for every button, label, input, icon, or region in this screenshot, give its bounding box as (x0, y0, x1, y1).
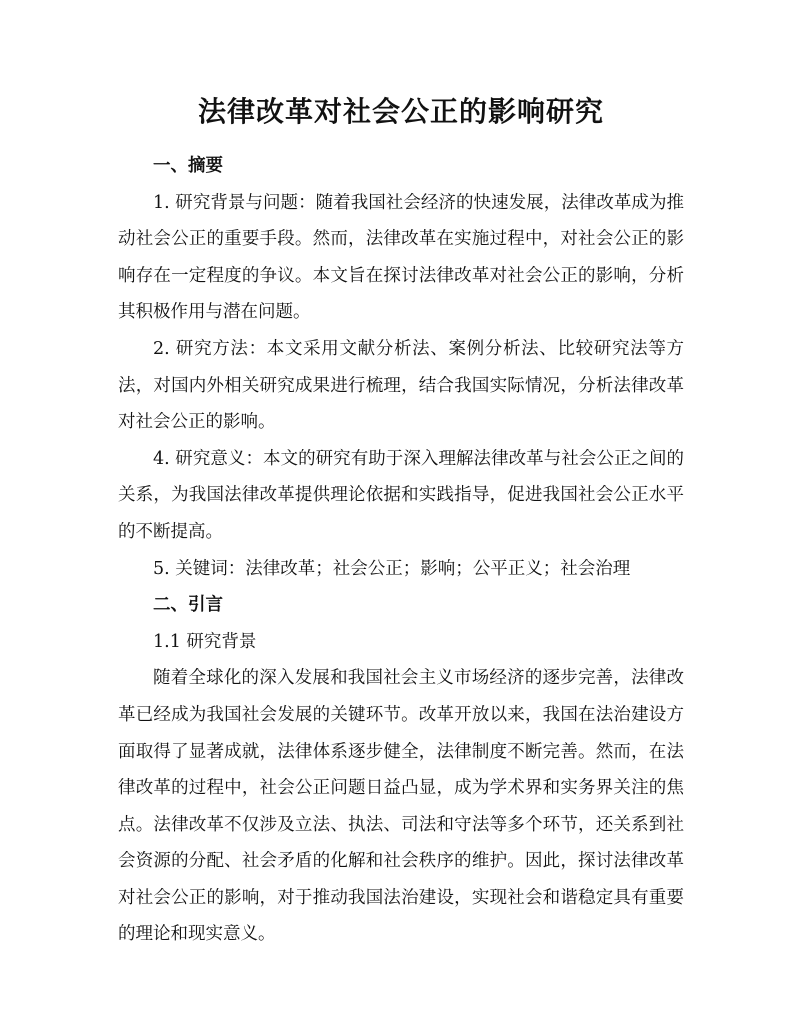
paragraph-research-background: 1. 研究背景与问题：随着我国社会经济的快速发展，法律改革成为推动社会公正的重要手段。然而，法律改革在实施过程中，对社会公正的影响存在一定程度的争议。本文旨在探讨法律改革对社会公正的影响，分析其积极作用与潜在问题。 (118, 192, 684, 323)
paragraph-keywords: 5. 关键词：法律改革；社会公正；影响；公平正义；社会治理 (153, 558, 631, 579)
subsection-heading-background: 1.1 研究背景 (153, 631, 257, 652)
section-heading-introduction: 二、引言 (153, 595, 223, 616)
paragraph-introduction-body: 随着全球化的深入发展和我国社会主义市场经济的逐步完善，法律改革已经成为我国社会发展的关键环节。改革开放以来，我国在法治建设方面取得了显著成就，法律体系逐步健全，法律制度不断完善。然而，在法律改革的过程中，社会公正问题日益凸显，成为学术界和实务界关注的焦点。法律改革不仅涉及立法、执法、司法和守法等多个环节，还关系到社会资源的分配、社会矛盾的化解和社会秩序的维护。因此，探讨法律改革对社会公正的影响，对于推动我国法治建设，实现社会和谐稳定具有重要的理论和现实意义。 (118, 668, 684, 945)
paragraph-research-significance: 4. 研究意义：本文的研究有助于深入理解法律改革与社会公正之间的关系，为我国法律改革提供理论依据和实践指导，促进我国社会公正水平的不断提高。 (118, 448, 684, 542)
document-body (118, 148, 684, 953)
document-title: 法律改革对社会公正的影响研究 (197, 95, 604, 128)
paragraph-research-method: 2. 研究方法：本文采用文献分析法、案例分析法、比较研究法等方法，对国内外相关研究成果进行梳理，结合我国实际情况，分析法律改革对社会公正的影响。 (118, 338, 684, 433)
section-heading-abstract: 一、摘要 (153, 156, 223, 176)
